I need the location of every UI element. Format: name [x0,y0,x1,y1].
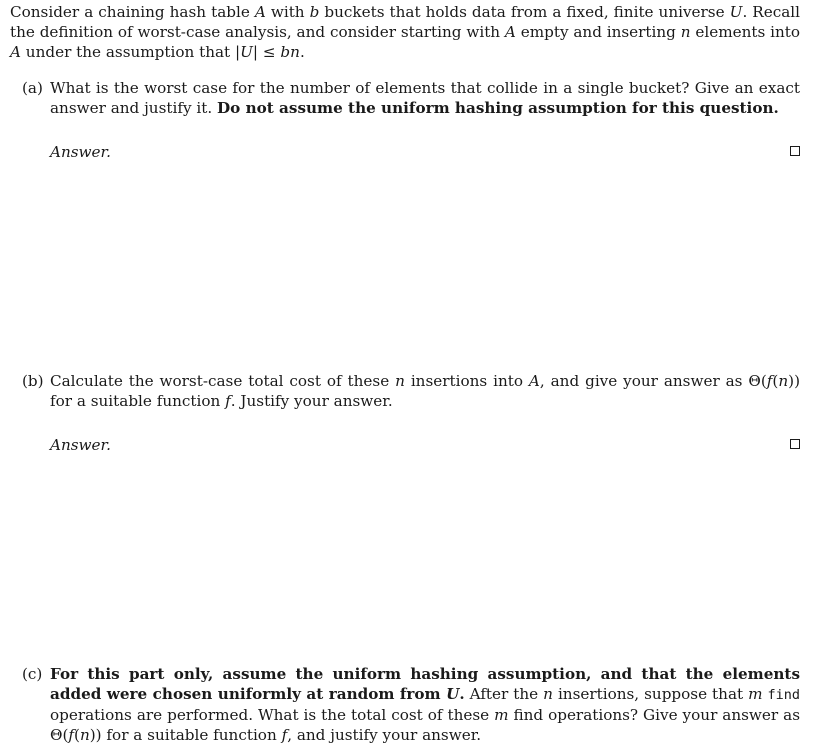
question-text [50,664,800,745]
math-var: A [528,372,540,390]
intro-text: . [299,43,305,61]
question-bold-text: Do not assume the uniform hashing assumption for this question. [216,99,779,117]
question-bold-text: . [459,685,465,703]
math-var: U [729,3,743,21]
math-var: n [778,372,789,390]
qed-square-icon [790,146,800,156]
math-var: f [281,726,288,744]
math-var: n [79,726,90,744]
question-text-span: )) for a suitable function [89,726,282,744]
question-text-span: , and justify your answer. [287,726,482,744]
intro-paragraph [10,2,800,62]
question-text-span: Calculate the worst-case total cost of these [50,372,396,390]
code-keyword: find [767,687,801,703]
question-text-span: insertions, suppose that [552,685,749,703]
math-var: b [309,3,320,21]
math-var: n [543,685,553,703]
question-part-c [10,664,800,745]
question-text-span: )) for a suitable function [50,372,800,410]
intro-text: with [265,3,310,21]
math-var: m [748,685,763,703]
question-bold-text: For this part only, assume the uniform hashing assumption, and that the elements added were chosen uniformly at random from [50,665,800,703]
intro-text: under the assumption that | [20,43,241,61]
math-var: f [766,372,773,390]
math-var: U [240,43,253,61]
question-text-span: . Justify your answer. [230,392,393,410]
part-label: (b) [22,372,44,390]
intro-text: elements into [690,23,800,41]
question-text-span: insertions into [404,372,529,390]
question-text [50,78,800,118]
part-label: (a) [22,79,43,97]
math-var: m [494,706,509,724]
math-var: A [254,3,266,21]
intro-text: . Recall the definition of worst-case analysis, and consider starting with [10,3,800,41]
question-text-span: ( [772,372,779,390]
math-var: U [446,685,460,703]
answer-label: Answer. [50,436,111,454]
question-text-span: operations are performed. What is the total cost of these [50,706,495,724]
math-var: bn [280,43,300,61]
qed-square-icon [790,439,800,449]
answer-block-b [50,435,800,455]
question-text [50,371,800,411]
math-var: A [10,43,21,61]
part-label: (c) [22,665,43,683]
question-text-span: find operations? Give your answer as Θ( [50,706,800,744]
question-part-a [10,78,800,118]
math-var: A [504,23,516,41]
math-var: f [225,392,231,410]
math-var: n [395,372,405,390]
question-text-span: , and give your answer as Θ( [539,372,767,390]
intro-text: | ≤ [252,43,281,61]
math-var: n [680,23,691,41]
math-var: f [68,726,75,744]
intro-text: empty and inserting [515,23,681,41]
question-text-span: ( [74,726,80,744]
intro-text: Consider a chaining hash table [10,3,255,21]
intro-text: buckets that holds data from a fixed, finite universe [319,3,730,21]
answer-block-a [50,142,800,162]
question-text-span: After the [464,685,544,703]
answer-label: Answer. [50,143,111,161]
question-part-b [10,371,800,411]
question-text-span: What is the worst case for the number of elements that collide in a single bucket? Give an exact answer and justify it. [50,79,800,117]
